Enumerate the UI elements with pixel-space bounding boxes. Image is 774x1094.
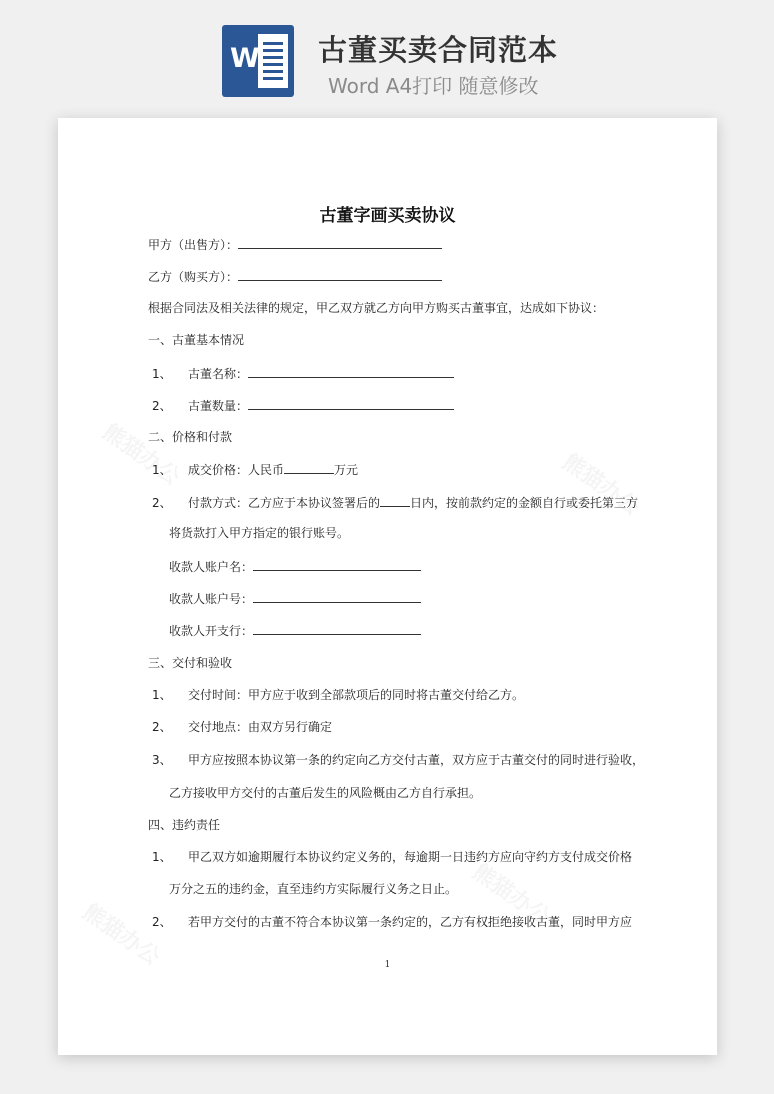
account-bank-label: 收款人开支行：: [169, 624, 254, 638]
item-label: 古董名称：: [188, 367, 249, 381]
item-number: 2、: [152, 399, 172, 413]
item-text: 甲方应按照本协议第一条的约定向乙方交付古董，双方应于古董交付的同时进行验收，: [188, 753, 645, 767]
payment-text-line2: 将货款打入甲方指定的银行账号。: [169, 526, 350, 540]
item-number: 1、: [152, 367, 172, 381]
item-text-continued: 万分之五的违约金，直至违约方实际履行义务之日止。: [169, 882, 458, 896]
item-number: 3、: [152, 753, 172, 767]
payment-days-blank[interactable]: [380, 494, 410, 507]
payment-text: 付款方式：乙方应于本协议签署后的: [188, 496, 381, 510]
list-item: [152, 752, 644, 768]
price-label: 成交价格：人民币: [188, 463, 285, 477]
item-label: 古董数量：: [188, 399, 249, 413]
list-item: [152, 494, 638, 511]
section-heading: 四、违约责任: [148, 818, 221, 832]
list-item: [152, 687, 524, 703]
list-item: [152, 397, 454, 414]
item-text: 甲乙双方如逾期履行本协议约定义务的，每逾期一日违约方应向守约方支付成交价格: [188, 850, 633, 864]
item-number: 2、: [152, 496, 172, 510]
intro-paragraph: 根据合同法及相关法律的规定，甲乙双方就乙方向甲方购买古董事宜，达成如下协议：: [148, 301, 605, 315]
party-b-line: [148, 268, 442, 285]
account-bank-blank[interactable]: [253, 622, 421, 635]
list-item: [152, 461, 358, 478]
party-b-label: 乙方（购买方）：: [148, 270, 239, 284]
document-page: [58, 118, 717, 1055]
list-item: [152, 719, 332, 735]
list-item: [152, 914, 632, 930]
price-blank[interactable]: [284, 461, 334, 474]
account-name-label: 收款人账户名：: [169, 560, 254, 574]
item-number: 2、: [152, 720, 172, 734]
document-lines-icon: [258, 34, 288, 88]
section-heading: 三、交付和验收: [148, 656, 233, 670]
word-letter: W: [230, 43, 260, 74]
party-a-line: [148, 236, 442, 253]
party-a-label: 甲方（出售方）：: [148, 238, 239, 252]
item-text-continued: 乙方接收甲方交付的古董后发生的风险概由乙方自行承担。: [169, 786, 482, 800]
party-a-blank[interactable]: [238, 236, 442, 249]
antique-quantity-blank[interactable]: [248, 397, 454, 410]
account-bank-line: [169, 622, 421, 639]
price-unit: 万元: [334, 463, 359, 477]
watermark: [97, 416, 187, 492]
account-name-blank[interactable]: [253, 558, 421, 571]
list-item: [152, 849, 632, 865]
page-number: 1: [384, 960, 391, 970]
item-number: 1、: [152, 850, 172, 864]
account-number-blank[interactable]: [253, 590, 421, 603]
agreement-title: 古董字画买卖协议: [319, 206, 456, 226]
antique-name-blank[interactable]: [248, 365, 454, 378]
list-item: [152, 365, 454, 382]
section-heading: 一、古董基本情况: [148, 333, 245, 347]
template-subtitle: Word A4打印 随意修改: [328, 74, 539, 98]
item-text: 交付地点：由双方另行确定: [188, 720, 333, 734]
account-number-line: [169, 590, 421, 607]
account-name-line: [169, 558, 421, 575]
item-number: 1、: [152, 463, 172, 477]
item-text: 交付时间：甲方应于收到全部款项后的同时将古董交付给乙方。: [188, 688, 525, 702]
template-title: 古董买卖合同范本: [318, 33, 559, 67]
template-header: [0, 0, 774, 110]
party-b-blank[interactable]: [238, 268, 442, 281]
item-number: 2、: [152, 915, 172, 929]
account-number-label: 收款人账户号：: [169, 592, 254, 606]
section-heading: 二、价格和付款: [148, 430, 233, 444]
item-number: 1、: [152, 688, 172, 702]
word-document-icon: [222, 25, 294, 97]
item-text: 若甲方交付的古董不符合本协议第一条约定的，乙方有权拒绝接收古董，同时甲方应: [188, 915, 633, 929]
payment-text-cont: 日内，按前款约定的金额自行或委托第三方: [410, 496, 639, 510]
